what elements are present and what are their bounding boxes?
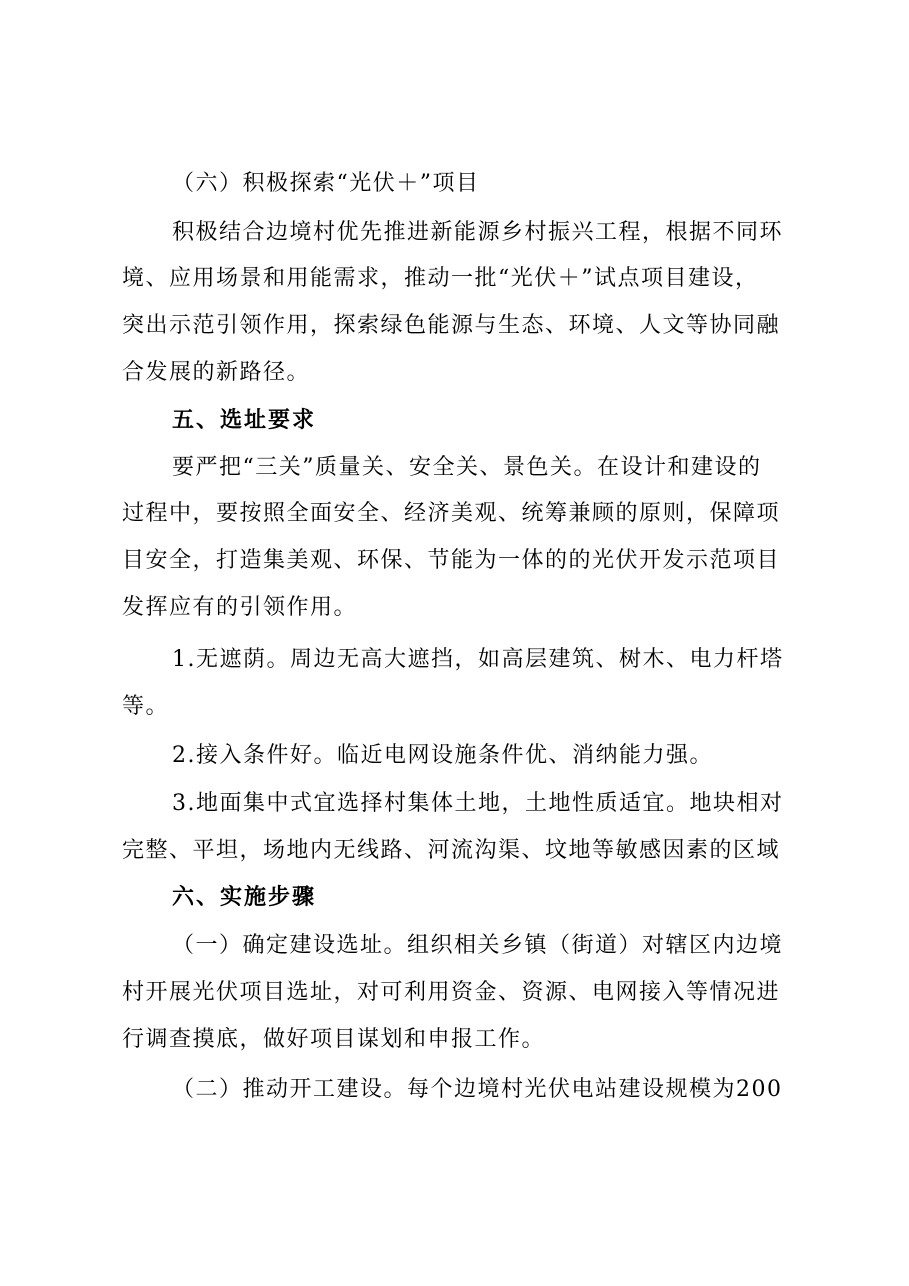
paragraph-line: 合发展的新路径。: [122, 360, 311, 385]
paragraph-line: 行调查摸底，做好项目谋划和申报工作。: [122, 1027, 546, 1052]
paragraph-line: 要严把“三关”质量关、安全关、景色关。在设计和建设的: [172, 455, 762, 480]
paragraph-line: 积极结合边境村优先推进新能源乡村振兴工程，根据不同环: [172, 220, 784, 245]
paragraph-line: 过程中，要按照全面安全、经济美观、统筹兼顾的原则，保障项: [122, 501, 781, 526]
subheading-line: （六）积极探索“光伏＋”项目: [172, 171, 480, 196]
list-item-line: 完整、平坦，场地内无线路、河流沟渠、坟地等敏感因素的区域: [122, 838, 781, 863]
paragraph-line: 发挥应有的引领作用。: [122, 595, 358, 620]
paragraph-line: 境、应用场景和用能需求，推动一批“光伏＋”试点项目建设，: [122, 266, 759, 291]
section-heading: 五、选址要求: [172, 408, 317, 433]
paragraph-line: 目安全，打造集美观、环保、节能为一体的的光伏开发示范项目: [122, 548, 781, 573]
list-item-line: 等。: [122, 694, 170, 719]
paragraph-line: （一）确定建设选址。组织相关乡镇（街道）对辖区内边境: [172, 933, 784, 958]
paragraph-line: （二）推动开工建设。每个边境村光伏电站建设规模为200: [172, 1077, 783, 1102]
list-item-line: 1.无遮荫。周边无高大遮挡，如高层建筑、树木、电力杆塔: [172, 647, 784, 672]
paragraph-line: 突出示范引领作用，探索绿色能源与生态、环境、人文等协同融: [122, 313, 781, 338]
list-item-line: 2.接入条件好。临近电网设施条件优、消纳能力强。: [172, 743, 713, 768]
list-item-line: 3.地面集中式宜选择村集体土地，土地性质适宜。地块相对: [172, 791, 784, 816]
paragraph-line: 村开展光伏项目选址，对可利用资金、资源、电网接入等情况进: [122, 980, 781, 1005]
section-heading: 六、实施步骤: [172, 885, 317, 910]
